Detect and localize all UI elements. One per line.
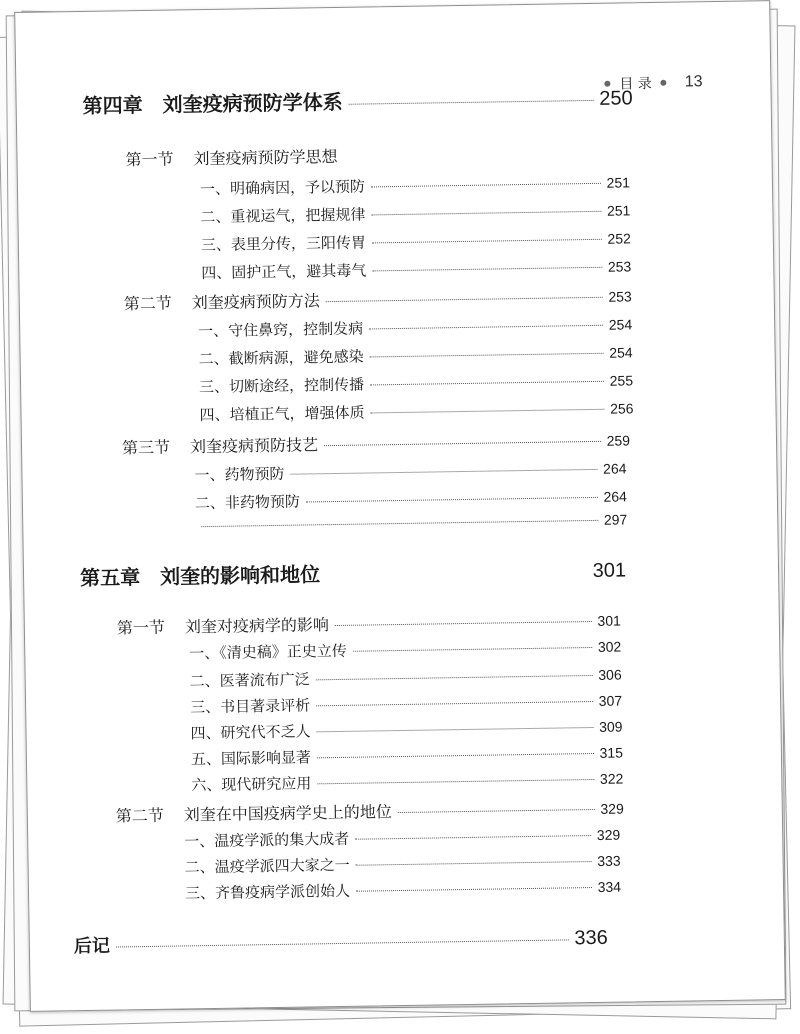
section-number: 第一节 — [125, 149, 174, 170]
dot-leader — [317, 727, 594, 732]
dot-leader — [371, 211, 601, 216]
item-title: 六、现代研究应用 — [191, 774, 312, 795]
section-number: 第三节 — [121, 437, 171, 458]
item-page: 307 — [598, 692, 623, 709]
dot-leader — [317, 779, 594, 784]
section-page: 253 — [608, 288, 632, 305]
item-title: 一、温疫学派的集大成者 — [184, 829, 350, 851]
dot-leader — [372, 267, 602, 272]
item-page: 251 — [606, 174, 631, 191]
toc-section[interactable] — [122, 427, 630, 458]
section-page: 329 — [600, 800, 624, 817]
section-title: 刘奎疫病预防技艺 — [189, 435, 319, 457]
item-page: 322 — [599, 770, 624, 787]
item-title: 三、切断途经，控制传播 — [198, 375, 365, 397]
toc-item[interactable] — [199, 397, 633, 425]
toc-item[interactable] — [201, 227, 631, 255]
item-page: 329 — [596, 826, 621, 843]
toc-section[interactable] — [117, 608, 621, 639]
item-title: 一、药物预防 — [194, 464, 285, 485]
dot-leader — [316, 675, 593, 680]
dot-leader — [371, 409, 605, 414]
dot-leader — [324, 441, 601, 446]
toc-item[interactable] — [184, 850, 620, 878]
chapter-title: 刘奎疫病预防学体系 — [162, 89, 343, 117]
item-page: 253 — [607, 258, 632, 275]
item-page: 256 — [610, 400, 634, 417]
item-page: 315 — [599, 744, 624, 761]
toc-item[interactable] — [190, 690, 622, 718]
dot-leader — [349, 100, 594, 105]
item-page: 334 — [597, 878, 622, 895]
item-title: 二、非药物预防 — [194, 492, 301, 513]
toc-chapter[interactable] — [80, 553, 626, 591]
chapter-number: 第四章 — [82, 92, 143, 118]
toc-item[interactable] — [191, 742, 623, 770]
dot-leader — [372, 239, 602, 244]
dot-leader — [353, 647, 592, 652]
dot-leader — [335, 621, 592, 626]
toc-item[interactable] — [191, 768, 623, 796]
item-title: 二、截断病源，避免感染 — [198, 347, 364, 369]
item-title: 三、表里分传，三阳传胃 — [200, 233, 367, 255]
dot-leader — [116, 939, 569, 947]
toc-page — [14, 0, 786, 1012]
dot-leader — [326, 297, 603, 302]
item-page: 264 — [602, 460, 627, 477]
chapter-title: 刘奎的影响和地位 — [159, 562, 321, 589]
postscript-page: 336 — [574, 926, 608, 950]
section-title: 刘奎对疫病学的影响 — [184, 615, 330, 637]
dot-leader — [306, 497, 598, 503]
item-page: 306 — [598, 666, 622, 683]
dot-leader — [369, 325, 603, 330]
toc-item[interactable] — [189, 636, 621, 664]
item-title: 二、重视运气，把握规律 — [200, 205, 366, 227]
dot-leader — [371, 183, 601, 188]
item-title: 四、固护正气，避其毒气 — [201, 261, 367, 283]
item-title: 三、书目著录评析 — [189, 696, 311, 717]
section-page: 259 — [606, 432, 631, 449]
dot-leader — [355, 835, 591, 840]
page-number: 13 — [684, 73, 703, 91]
toc-item[interactable] — [190, 716, 622, 744]
dot-leader — [317, 753, 594, 758]
toc-item[interactable] — [184, 824, 620, 852]
item-title: 一、明确病因，予以预防 — [199, 177, 366, 199]
toc-item[interactable] — [194, 457, 626, 485]
item-page: 264 — [603, 488, 628, 505]
postscript-title: 后记 — [73, 935, 111, 958]
toc-section[interactable] — [124, 283, 632, 314]
item-title: 三、齐鲁疫病学派创始人 — [184, 881, 351, 903]
dot-leader — [370, 381, 604, 386]
item-page: 255 — [609, 372, 634, 389]
item-title: 一、守住鼻窍，控制发病 — [198, 319, 364, 341]
item-page: 297 — [603, 511, 628, 528]
toc-item[interactable] — [198, 341, 632, 369]
item-page: 302 — [597, 638, 622, 655]
item-page: 251 — [606, 202, 631, 219]
toc-item[interactable] — [200, 171, 630, 199]
toc-item[interactable] — [195, 485, 627, 513]
dot-leader — [370, 353, 604, 358]
toc-chapter[interactable] — [82, 81, 632, 119]
section-title: 刘奎疫病预防学思想 — [193, 146, 338, 169]
chapter-page: 301 — [592, 559, 627, 582]
item-page: 254 — [609, 344, 633, 361]
toc-item[interactable] — [185, 876, 621, 904]
section-title: 刘奎疫病预防方法 — [191, 291, 320, 313]
dot-leader — [356, 861, 592, 866]
header-label: 目 录 — [619, 75, 652, 93]
item-title: 二、温疫学派四大家之一 — [184, 855, 350, 877]
toc-section[interactable] — [125, 139, 629, 170]
section-page: 301 — [597, 612, 621, 629]
item-page: 254 — [608, 316, 633, 333]
section-number: 第二节 — [115, 805, 164, 826]
toc-item[interactable] — [198, 313, 632, 341]
dot-leader — [316, 701, 593, 706]
toc-item[interactable] — [195, 511, 627, 534]
item-title: 四、研究代不乏人 — [190, 722, 311, 743]
dot-leader — [356, 887, 592, 892]
toc-item[interactable] — [190, 664, 622, 692]
section-title: 刘奎在中国疫病学史上的地位 — [183, 802, 392, 825]
toc-section[interactable] — [116, 796, 624, 827]
item-title: 一、《清史稿》正史立传 — [189, 641, 347, 663]
item-title: 二、医著流布广泛 — [189, 670, 310, 691]
section-number: 第一节 — [116, 617, 166, 638]
item-page: 309 — [599, 718, 623, 735]
chapter-page: 250 — [599, 87, 633, 110]
toc-item[interactable] — [199, 369, 633, 397]
toc-item[interactable] — [200, 199, 630, 227]
toc-item[interactable] — [201, 255, 631, 283]
toc-postscript[interactable] — [74, 924, 608, 958]
chapter-number: 第五章 — [79, 565, 141, 591]
section-number: 第二节 — [123, 293, 172, 314]
dot-leader — [398, 809, 595, 813]
item-title: 四、培植正气，增强体质 — [199, 403, 365, 425]
item-page: 333 — [597, 852, 621, 869]
dot-leader — [290, 469, 597, 475]
item-title: 五、国际影响显著 — [190, 748, 312, 769]
item-page: 252 — [607, 230, 631, 247]
bullet-dot-icon — [661, 80, 667, 86]
dot-leader — [201, 520, 598, 527]
